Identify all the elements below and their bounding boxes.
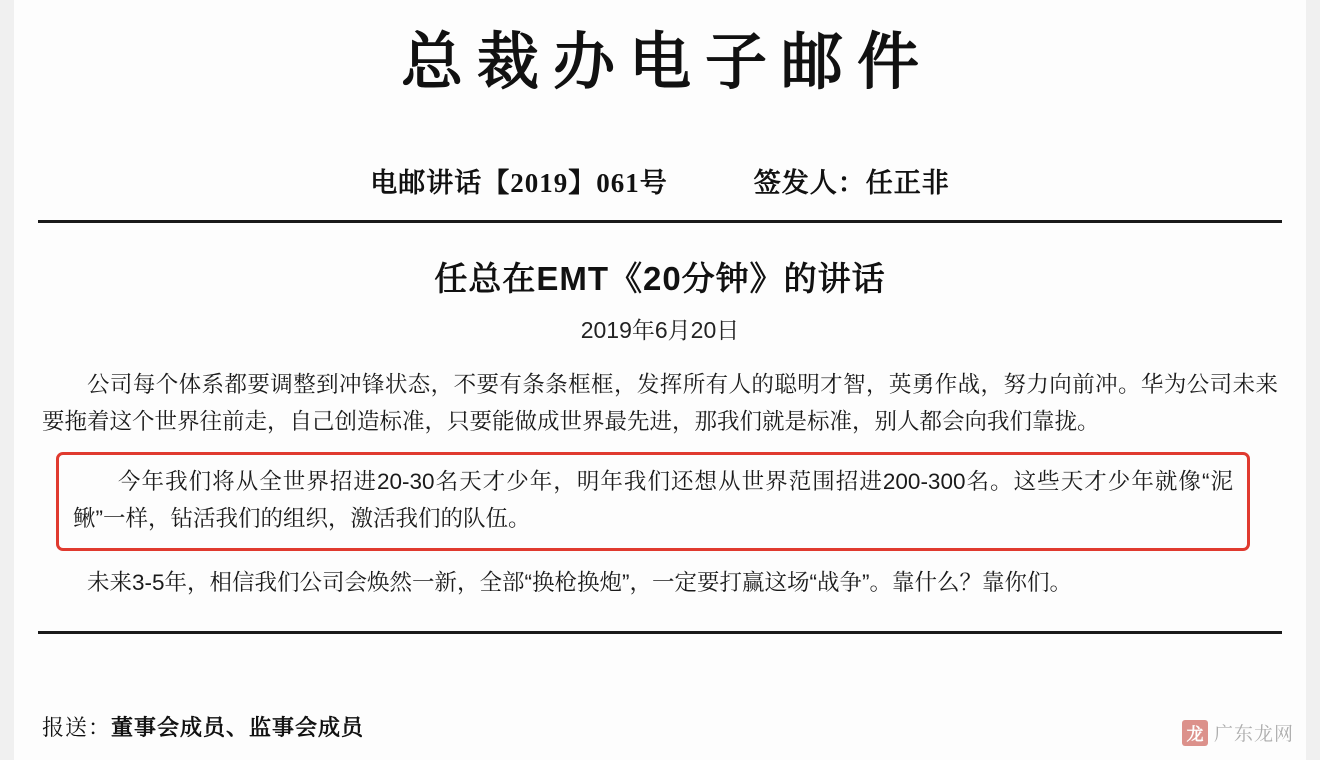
issuer-name: 任正非 bbox=[865, 168, 950, 199]
paragraph-1: 公司每个体系都要调整到冲锋状态，不要有条条框框，发挥所有人的聪明才智，英勇作战，努力向前冲。华为公司未来要拖着这个世界往前走，自己创造标准，只要能做成世界最先进，那我们就是标准，别人都会向我们靠拢。 bbox=[42, 372, 1278, 434]
issuer-group bbox=[754, 161, 950, 200]
paragraph-3: 未来3-5年，相信我们公司会焕然一新，全部“换枪换炮”，一定要打赢这场“战争”。靠什么？靠你们。 bbox=[87, 570, 1072, 596]
speech-date: 2019年6月20日 bbox=[580, 317, 740, 344]
watermark-logo-icon: 龙 bbox=[1182, 720, 1208, 746]
footer-recipients: 董事会成员、监事会成员 bbox=[111, 715, 365, 740]
watermark bbox=[1182, 719, 1294, 746]
document-meta-row bbox=[0, 161, 1320, 200]
watermark-text: 广东龙网 bbox=[1213, 724, 1294, 745]
paragraph-2: 今年我们将从全世界招进20-30名天才少年，明年我们还想从世界范围招进200-300名。这些天才少年就像“泥鳅”一样，钻活我们的组织，激活我们的队伍。 bbox=[73, 469, 1233, 531]
speech-title: 任总在EMT《20分钟》的讲话 bbox=[434, 260, 886, 298]
document-number: 电邮讲话【2019】061号 bbox=[370, 168, 668, 199]
footer-label: 报送： bbox=[42, 715, 112, 740]
footer-divider bbox=[38, 631, 1282, 634]
document-body bbox=[42, 367, 1278, 601]
issuer-label: 签发人： bbox=[753, 168, 866, 199]
header-divider bbox=[38, 220, 1282, 223]
footer-distribution bbox=[42, 711, 364, 742]
masthead-title: 总裁办电子邮件 bbox=[400, 25, 933, 98]
highlighted-paragraph-box bbox=[56, 452, 1250, 551]
